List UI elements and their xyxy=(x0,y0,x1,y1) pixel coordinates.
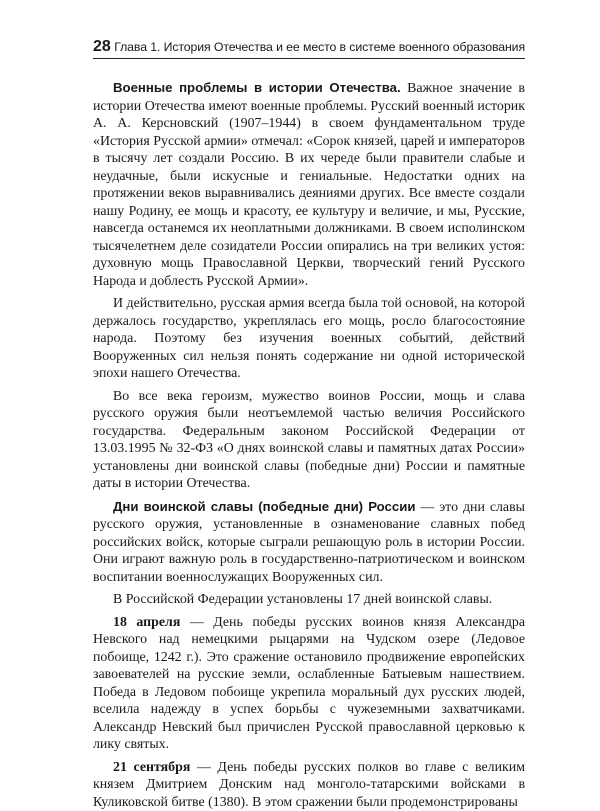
date-heading: 21 сентября xyxy=(113,760,190,775)
paragraph-april-18 xyxy=(93,614,525,754)
paragraph-army-foundation xyxy=(93,295,525,383)
paragraph-september-21 xyxy=(93,759,525,811)
paragraph-text: — День победы русских полков во главе с великим князем Дмитрием Донским над монголо-татарскими войсками в Куликовской битве (1380). В этом сражении были продемонстрированы xyxy=(93,760,525,810)
page-number: 28 xyxy=(93,38,111,56)
page-header xyxy=(93,38,525,59)
paragraph-text: — День победы русских воинов князя Александра Невского над немецкими рыцарями на Чудском озере (Ледовое побоище, 1242 г.). Это сражение остановило продвижение европейских завоевателей на русские земли, ослабленные Батыевым нашествием. Победа в Ледовом побоище укрепила моральный дух русских людей, вселила надежду в успех борьбы с чужеземными захватчиками. Александр Невский был причислен Русской православной церковью к лику святых. xyxy=(93,615,525,753)
date-heading: 18 апреля xyxy=(113,615,180,630)
paragraph-text: В Российской Федерации установлены 17 дней воинской славы. xyxy=(113,592,492,607)
page-body xyxy=(93,79,525,811)
paragraph-text: Важное значение в истории Отечества имеют военные проблемы. Русский военный историк А. А. Керсновский (1907–1944) в своем фундаментальном труде «История Русской армии» отмечал: «Сорок князей, царей и императоров в тысячу лет создали Россию. В их череде были правители слабые и неудачные, были искусные и гениальные. Недостатки одних на протяжении веков выравнивались деяниями других. Все вместе создали нашу Родину, ее мощь и красоту, ее культуру и величие, и мы, Русские, навсегда останемся их неоплатными должниками. В своем исполинском тысячелетнем деле созидатели России опирались на три великих устоя: духовную мощь Православной Церкви, творческий гений Русского Народа и доблесть Русской Армии». xyxy=(93,81,525,289)
paragraph-text: Во все века героизм, мужество воинов России, мощь и слава русского оружия были неотъемлемой частью величия Российского государства. Федеральным законом Российской Федерации от 13.03.1995 № 32-ФЗ «О днях воинской славы и памятных датах России» установлены дни воинской славы (победные дни) России и памятные даты в истории Отечества. xyxy=(93,389,525,492)
term-heading: Дни воинской славы (победные дни) России xyxy=(113,499,415,514)
paragraph-days-of-glory-definition xyxy=(93,498,525,587)
paragraph-text: И действительно, русская армия всегда была той основой, на которой держалось государство, укреплялась его мощь, росло благосостояние народа. Поэтому без изучения военных событий, действий Вооруженных сил нельзя понять содержание ни одной исторической эпохи нашего Отечества. xyxy=(93,296,525,381)
running-head: Глава 1. История Отечества и ее место в системе военного образования xyxy=(114,39,525,55)
paragraph-17-days xyxy=(93,591,525,609)
paragraph-heroism xyxy=(93,388,525,493)
paragraph-military-problems xyxy=(93,79,525,290)
section-heading: Военные проблемы в истории Отечества. xyxy=(113,80,401,95)
paragraph-text: — это дни славы русского оружия, установленные в ознаменование славных побед российских войск, которые сыграли решающую роль в истории России. Они играют важную роль в государственно-патриотическом и воинском воспитании военнослужащих Вооруженных сил. xyxy=(93,500,525,585)
